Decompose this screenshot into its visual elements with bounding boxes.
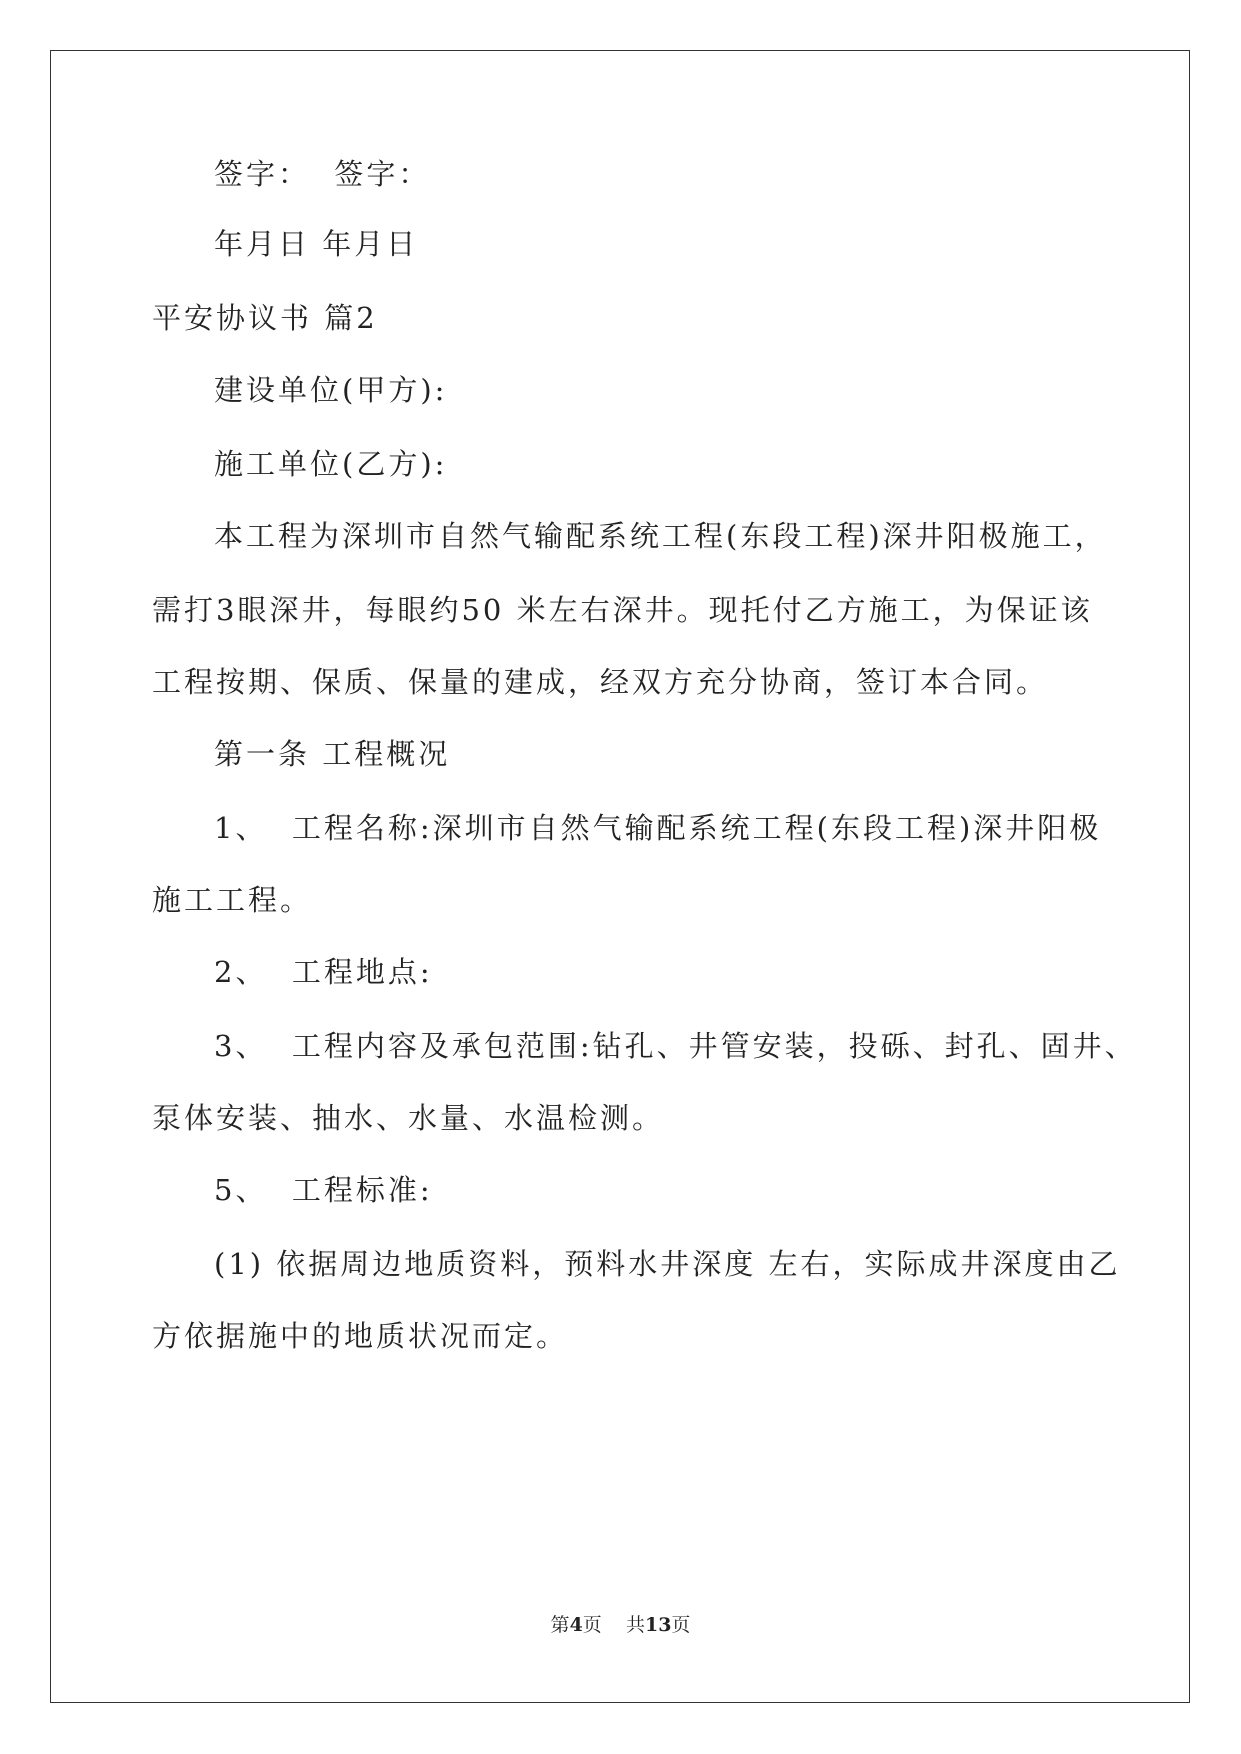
article-heading: 第一条 工程概况 [214, 737, 451, 771]
footer-middle: 页 共 [582, 1614, 645, 1636]
paragraph-line: 工程按期、保质、保量的建成，经双方充分协商，签订本合同。 [152, 665, 1049, 699]
page-footer [0, 1612, 1241, 1638]
footer-page-number: 4 [569, 1614, 583, 1636]
paragraph-line: 需打3眼深井，每眼约50 米左右深井。现托付乙方施工，为保证该 [152, 593, 1093, 627]
paragraph-line: 本工程为深圳市自然气输配系统工程(东段工程)深井阳极施工， [214, 519, 1107, 553]
list-item: 1、 工程名称:深圳市自然气输配系统工程(东段工程)深井阳极 [214, 811, 1102, 845]
sub-list-item: (1) 依据周边地质资料，预料水井深度 左右，实际成井深度由乙 [214, 1247, 1121, 1281]
list-item: 3、 工程内容及承包范围:钻孔、井管安装，投砾、封孔、固井、 [214, 1029, 1137, 1063]
signature-line: 签字： 签字： [214, 157, 431, 191]
list-item: 5、 工程标准: [214, 1173, 433, 1207]
sub-list-item-continuation: 方依据施中的地质状况而定。 [152, 1319, 569, 1353]
list-item-continuation: 泵体安装、抽水、水量、水温检测。 [152, 1101, 665, 1135]
list-item: 2、 工程地点: [214, 955, 433, 989]
footer-prefix: 第 [550, 1614, 570, 1636]
date-line: 年月日 年月日 [214, 227, 419, 261]
party-a-line: 建设单位(甲方): [214, 373, 448, 407]
section-heading: 平安协议书 篇2 [152, 301, 378, 335]
list-item-continuation: 施工工程。 [152, 883, 313, 917]
footer-suffix: 页 [671, 1614, 691, 1636]
footer-page-total: 13 [644, 1614, 672, 1636]
party-b-line: 施工单位(乙方): [214, 447, 448, 481]
